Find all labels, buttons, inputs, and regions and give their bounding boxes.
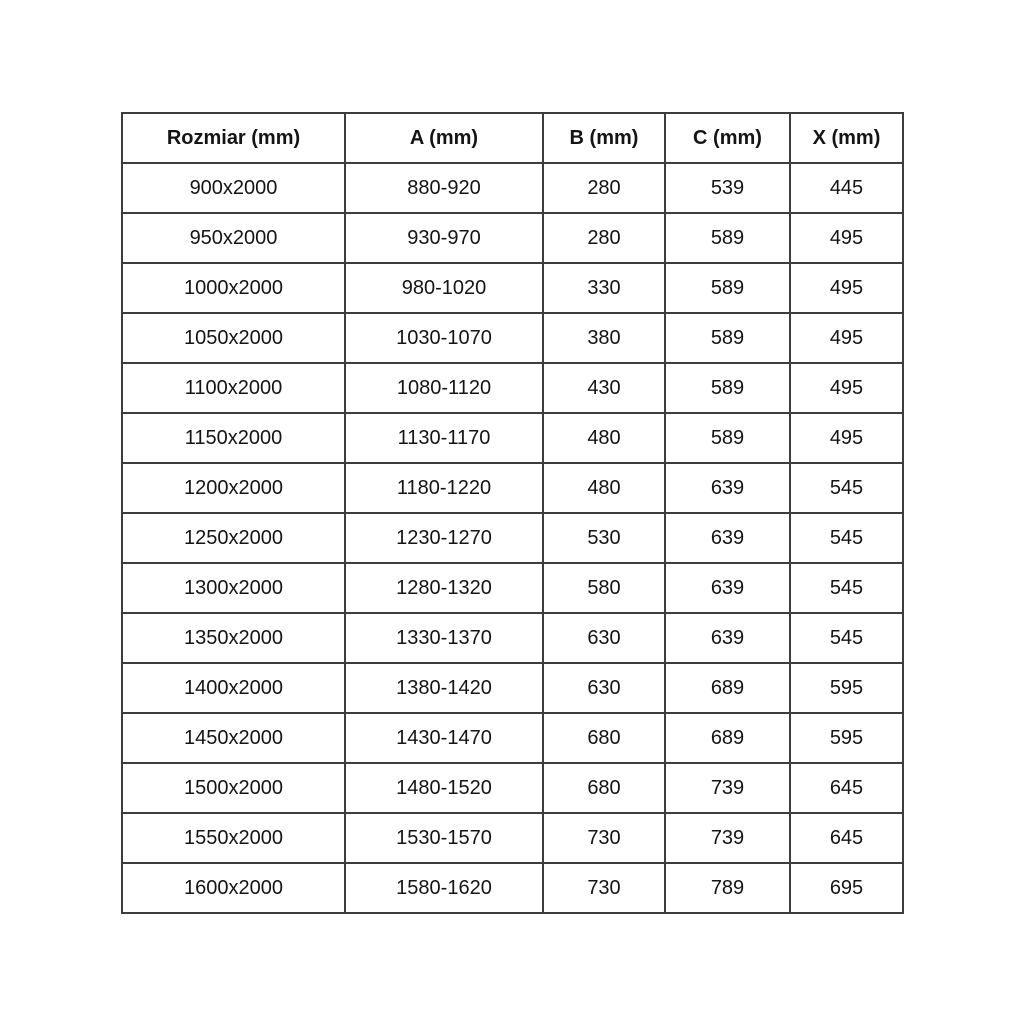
table-cell: 645 [790,813,903,863]
table-row [122,263,903,313]
table-row [122,163,903,213]
table-cell: 545 [790,563,903,613]
table-cell: 1050x2000 [122,313,345,363]
table-cell: 495 [790,263,903,313]
table-cell: 1400x2000 [122,663,345,713]
column-header: C (mm) [665,113,790,163]
table-cell: 1580-1620 [345,863,543,913]
table-row [122,713,903,763]
table-row [122,213,903,263]
size-table-body [122,163,903,913]
table-cell: 680 [543,713,665,763]
table-cell: 1330-1370 [345,613,543,663]
table-cell: 545 [790,613,903,663]
table-cell: 730 [543,863,665,913]
table-cell: 689 [665,713,790,763]
table-cell: 430 [543,363,665,413]
table-cell: 789 [665,863,790,913]
table-cell: 630 [543,613,665,663]
table-row [122,813,903,863]
table-header [122,113,903,163]
header-row [122,113,903,163]
table-row [122,413,903,463]
table-cell: 1450x2000 [122,713,345,763]
table-row [122,563,903,613]
table-cell: 595 [790,713,903,763]
table-row [122,513,903,563]
table-cell: 1250x2000 [122,513,345,563]
table-cell: 1300x2000 [122,563,345,613]
table-cell: 495 [790,213,903,263]
table-cell: 1430-1470 [345,713,543,763]
table-row [122,463,903,513]
table-cell: 589 [665,263,790,313]
table-cell: 639 [665,513,790,563]
table-cell: 495 [790,413,903,463]
table-row [122,763,903,813]
table-cell: 1380-1420 [345,663,543,713]
table-cell: 1030-1070 [345,313,543,363]
table-cell: 689 [665,663,790,713]
table-cell: 739 [665,763,790,813]
table-cell: 445 [790,163,903,213]
column-header: X (mm) [790,113,903,163]
table-cell: 739 [665,813,790,863]
table-cell: 1100x2000 [122,363,345,413]
column-header: A (mm) [345,113,543,163]
table-cell: 1000x2000 [122,263,345,313]
table-cell: 530 [543,513,665,563]
table-cell: 950x2000 [122,213,345,263]
table-cell: 1350x2000 [122,613,345,663]
table-cell: 880-920 [345,163,543,213]
table-cell: 495 [790,363,903,413]
table-cell: 1550x2000 [122,813,345,863]
table-cell: 695 [790,863,903,913]
table-cell: 595 [790,663,903,713]
table-row [122,313,903,363]
table-cell: 480 [543,463,665,513]
table-cell: 645 [790,763,903,813]
table-cell: 380 [543,313,665,363]
table-cell: 589 [665,313,790,363]
table-cell: 1500x2000 [122,763,345,813]
table-row [122,613,903,663]
table-cell: 589 [665,413,790,463]
table-cell: 589 [665,363,790,413]
table-cell: 1130-1170 [345,413,543,463]
table-cell: 480 [543,413,665,463]
column-header: Rozmiar (mm) [122,113,345,163]
column-header: B (mm) [543,113,665,163]
table-cell: 1600x2000 [122,863,345,913]
table-cell: 639 [665,563,790,613]
table-cell: 680 [543,763,665,813]
table-cell: 1530-1570 [345,813,543,863]
table-cell: 730 [543,813,665,863]
table-cell: 589 [665,213,790,263]
table-cell: 1230-1270 [345,513,543,563]
table-cell: 630 [543,663,665,713]
table-cell: 1150x2000 [122,413,345,463]
table-cell: 980-1020 [345,263,543,313]
table-cell: 1080-1120 [345,363,543,413]
table-cell: 639 [665,613,790,663]
table-cell: 1280-1320 [345,563,543,613]
table-cell: 545 [790,513,903,563]
table-row [122,663,903,713]
table-cell: 639 [665,463,790,513]
table-cell: 930-970 [345,213,543,263]
table-cell: 495 [790,313,903,363]
table-cell: 280 [543,213,665,263]
table-cell: 539 [665,163,790,213]
table-cell: 900x2000 [122,163,345,213]
table-cell: 1480-1520 [345,763,543,813]
table-row [122,863,903,913]
table-cell: 545 [790,463,903,513]
table-row [122,363,903,413]
size-specification-table [121,112,904,914]
table-cell: 1180-1220 [345,463,543,513]
table-cell: 280 [543,163,665,213]
table-cell: 330 [543,263,665,313]
table-cell: 580 [543,563,665,613]
table-cell: 1200x2000 [122,463,345,513]
